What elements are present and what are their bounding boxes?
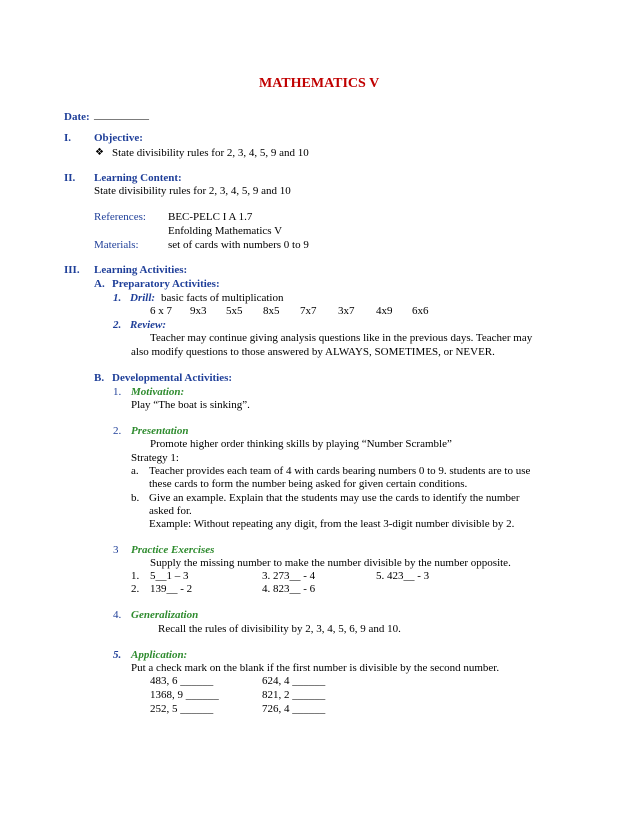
section-3-heading: Learning Activities: xyxy=(94,264,188,276)
presentation-label: Presentation xyxy=(131,425,189,437)
practice-label: Practice Exercises xyxy=(131,544,215,556)
section-1-number: I. xyxy=(64,132,72,144)
drill-item: 4x9 xyxy=(376,305,393,317)
practice-item: 3. 273__ - 4 xyxy=(262,570,316,582)
application-item: 1368, 9 ______ xyxy=(150,689,219,701)
motivation-label: Motivation: xyxy=(131,386,185,398)
objective-item: State divisibility rules for 2, 3, 4, 5, 9 and 10 xyxy=(112,147,309,159)
date-label: Date: xyxy=(64,111,90,123)
strategy-a-text-2: these cards to form the number being asked for given certain conditions. xyxy=(149,478,468,490)
section-2-number: II. xyxy=(64,172,76,184)
strategy-a-letter: a. xyxy=(131,465,139,477)
application-item: 821, 2 ______ xyxy=(262,689,326,701)
practice-item-number: 1. xyxy=(131,570,140,582)
application-text: Put a check mark on the blank if the first number is divisible by the second number. xyxy=(131,662,500,674)
subsection-a-letter: A. xyxy=(94,278,105,290)
motivation-text: Play “The boat is sinking”. xyxy=(131,399,250,411)
strategy-b-text: Give an example. Explain that the students may use the cards to identify the number xyxy=(149,492,520,504)
motivation-number: 1. xyxy=(113,386,122,398)
section-1-heading: Objective: xyxy=(94,132,143,144)
subsection-a-heading: Preparatory Activities: xyxy=(112,278,220,290)
strategy-a-text: Teacher provides each team of 4 with cards bearing numbers 0 to 9. students are to use xyxy=(149,465,531,477)
date-blank: __________ xyxy=(94,109,149,121)
subsection-b-heading: Developmental Activities: xyxy=(112,372,233,384)
drill-item: 8x5 xyxy=(263,305,280,317)
application-number: 5. xyxy=(113,649,122,661)
presentation-number: 2. xyxy=(113,425,122,437)
practice-number: 3 xyxy=(113,544,119,556)
materials-label: Materials: xyxy=(94,239,139,251)
drill-text: basic facts of multiplication xyxy=(161,292,284,304)
materials-value: set of cards with numbers 0 to 9 xyxy=(168,239,309,251)
strategy-b-letter: b. xyxy=(131,492,140,504)
drill-item: 3x7 xyxy=(338,305,355,317)
review-label: Review: xyxy=(130,319,167,331)
generalization-label: Generalization xyxy=(131,609,199,621)
section-2-heading: Learning Content: xyxy=(94,172,182,184)
review-text-line-1: Teacher may continue giving analysis questions like in the previous days. Teacher may xyxy=(150,332,533,344)
practice-item: 5. 423__ - 3 xyxy=(376,570,430,582)
application-item: 726, 4 ______ xyxy=(262,703,326,715)
application-item: 252, 5 ______ xyxy=(150,703,214,715)
diamond-bullet-icon: ❖ xyxy=(95,147,104,158)
practice-text: Supply the missing number to make the number divisible by the number opposite. xyxy=(150,557,511,569)
section-3-number: III. xyxy=(64,264,80,276)
example-text: Example: Without repeating any digit, from the least 3-digit number divisible by 2. xyxy=(149,518,515,530)
drill-item: 5x5 xyxy=(226,305,243,317)
application-item: 624, 4 ______ xyxy=(262,675,326,687)
drill-label: Drill: xyxy=(130,292,156,304)
presentation-text: Promote higher order thinking skills by playing “Number Scramble” xyxy=(150,438,452,450)
practice-item-number: 2. xyxy=(131,583,140,595)
strategy-b-text-2: asked for. xyxy=(149,505,192,517)
strategy-label: Strategy 1: xyxy=(131,452,179,464)
reference-2: Enfolding Mathematics V xyxy=(168,225,283,237)
subsection-b-letter: B. xyxy=(94,372,105,384)
drill-item: 6 x 7 xyxy=(150,305,172,317)
references-label: References: xyxy=(94,211,146,223)
learning-content-text: State divisibility rules for 2, 3, 4, 5, 9 and 10 xyxy=(94,185,291,197)
drill-number: 1. xyxy=(113,292,122,304)
generalization-text: Recall the rules of divisibility by 2, 3, 4, 5, 6, 9 and 10. xyxy=(158,623,401,635)
generalization-number: 4. xyxy=(113,609,122,621)
application-label: Application: xyxy=(131,649,188,661)
drill-item: 6x6 xyxy=(412,305,429,317)
practice-item: 4. 823__ - 6 xyxy=(262,583,316,595)
review-number: 2. xyxy=(113,319,122,331)
review-text-line-2: also modify questions to those answered by ALWAYS, SOMETIMES, or NEVER. xyxy=(131,346,495,358)
application-item: 483, 6 ______ xyxy=(150,675,214,687)
page-title: MATHEMATICS V xyxy=(259,76,380,91)
practice-item: 139__ - 2 xyxy=(150,583,193,595)
drill-item: 7x7 xyxy=(300,305,317,317)
drill-item: 9x3 xyxy=(190,305,207,317)
practice-item: 5__1 – 3 xyxy=(150,570,189,582)
reference-1: BEC-PELC I A 1.7 xyxy=(168,211,253,223)
